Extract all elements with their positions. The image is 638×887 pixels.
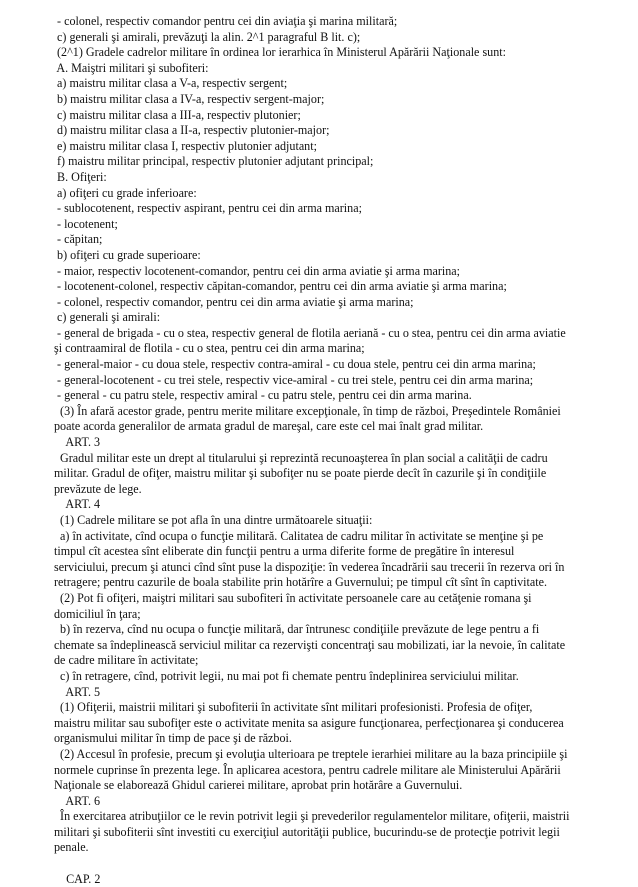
text-line: de cadre militare în activitate; [54,653,199,668]
text-line: f) maistru militar principal, respectiv plutonier adjutant principal; [54,154,374,169]
text-line: d) maistru militar clasa a II-a, respectiv plutonier-major; [54,123,330,138]
text-line: A. Maiştri militari şi subofiteri: [54,60,209,75]
text-line: (2) Accesul în profesie, precum şi evoluţia ulterioara pe treptele ierarhiei militare au la baza principiile şi [54,746,568,761]
text-line: maistru militar sau subofiţer este o activitate menita sa asigure funcţionarea, perfecţionarea şi conducerea [54,715,564,730]
text-line: c) generali şi amirali: [54,310,161,325]
text-line: domiciliul în ţara; [54,606,141,621]
text-line: b) maistru militar clasa a IV-a, respectiv sergent-major; [54,91,325,106]
text-line: (2^1) Gradele cadrelor militare în ordinea lor ierarhica în Ministerul Apărării Naţionale sunt: [54,45,506,60]
document-body [54,14,590,856]
text-line: serviciului, precum şi atunci cînd sînt puse la dispoziţie: în vederea încadrării sau trecerii în rezerva ori în [54,559,565,574]
text-line: - maior, respectiv locotenent-comandor, pentru cei din arma aviatie şi arma marina; [54,263,461,278]
text-line: penale. [54,840,89,855]
text-line: ART. 6 [54,793,101,808]
text-line: (1) Ofiţerii, maistrii militari şi subofiterii în activitate sînt militari profesionisti. Profesia de ofiţer, [54,700,533,715]
text-line: - colonel, respectiv comandor, pentru cei din arma aviatie şi arma marina; [54,294,414,309]
text-line: - general-locotenent - cu trei stele, respectiv vice-amiral - cu trei stele, pentru cei din arma marina; [54,372,534,387]
text-line: Gradul militar este un drept al titularului şi reprezintă recunoaşterea în plan social a calităţii de cadru [54,450,548,465]
text-line: a) în activitate, cînd ocupa o funcţie militară. Calitatea de cadru militar în activitate se menţine şi pe [54,528,544,543]
text-line: militar. Gradul de ofiţer, maistru militar şi subofiţer nu se poate pierde decît în cazurile şi în condiţiile [54,466,547,481]
text-line: În exercitarea atribuţiilor ce le revin potrivit legii şi prevederilor regulamentelor militare, ofiţerii, maistrii [54,809,570,824]
text-line: (3) În afară acestor grade, pentru merite militare excepţionale, în timp de război, Preşedintele României [54,403,561,418]
text-line: b) ofiţeri cu grade superioare: [54,247,201,262]
text-line: B. Ofiţeri: [54,169,107,184]
text-line: ART. 4 [54,497,101,512]
text-line: - general-maior - cu doua stele, respectiv contra-amiral - cu doua stele, pentru cei din arma marina; [54,357,536,372]
text-line: - locotenent; [54,216,118,231]
text-line: ART. 5 [54,684,101,699]
text-line: e) maistru militar clasa I, respectiv plutonier adjutant; [54,138,317,153]
text-line: b) în rezerva, cînd nu ocupa o funcţie militară, dar întrunesc condiţiile prevăzute de lege pentru a fi [54,622,540,637]
text-line: Naţionale se elaborează Ghidul carierei militare, aprobat prin hotărâre a Guvernului. [54,778,463,793]
chapter-heading: CAP. 2 [54,871,101,886]
text-line: militari şi subofiterii sînt investiti cu exerciţiul autorităţii publice, bucurindu-se de protecţie potrivit legii [54,824,560,839]
text-line: c) generali şi amirali, prevăzuţi la alin. 2^1 paragraful B lit. c); [54,29,361,44]
text-line: - sublocotenent, respectiv aspirant, pentru cei din arma marina; [54,201,362,216]
text-line: chemate sa îndeplinească serviciul militar ca rezervişti concentraţi sau mobilizati, iar la nevoie, în calitate [54,637,566,652]
text-line: poate acorda generalilor de armata gradul de mareşal, care este cel mai înalt grad militar. [54,419,484,434]
text-line: (1) Cadrele militare se pot afla în una dintre următoarele situaţii: [54,513,373,527]
text-line: normele cuprinse în prezenta lege. În aplicarea acestora, pentru cadrele militare ale Ministerului Apărării [54,762,561,777]
text-line: prevăzute de lege. [54,481,142,496]
text-line: c) maistru militar clasa a III-a, respectiv plutonier; [54,107,301,122]
text-line: ART. 3 [54,435,101,450]
text-line: c) în retragere, cînd, potrivit legii, nu mai pot fi chemate pentru îndeplinirea serviciului militar. [54,668,519,683]
text-line: şi contraamiral de flotila - cu o stea, pentru cei din arma marina; [54,341,365,356]
text-line: - colonel, respectiv comandor pentru cei din aviaţia şi marina militară; [54,14,398,28]
text-line: - general - cu patru stele, respectiv amiral - cu patru stele, pentru cei din arma marina. [54,388,472,403]
text-line: (2) Pot fi ofiţeri, maiştri militari sau subofiteri în activitate persoanele care au cetăţenie romana şi [54,590,532,605]
spacer [54,856,590,872]
text-line: a) maistru militar clasa a V-a, respectiv sergent; [54,76,288,91]
text-line: - general de brigada - cu o stea, respectiv general de flotila aeriană - cu o stea, pentru cei din arma aviatie [54,325,566,340]
text-line: - locotenent-colonel, respectiv căpitan-comandor, pentru cei din arma aviatie şi arma marina; [54,279,507,294]
document-page [54,14,590,887]
text-line: organismului militar în timp de pace şi de război. [54,731,292,746]
text-line: - căpitan; [54,232,103,247]
text-line: timpul cît acestea sînt eliberate din funcţii pentru a urma diferite forme de pregătire în interesul [54,544,515,559]
text-line: a) ofiţeri cu grade inferioare: [54,185,197,200]
text-line: retragere; pentru cazurile de boala stabilite prin hotărîre a Guvernului; pe timpul cît sînt în captivitate. [54,575,547,590]
